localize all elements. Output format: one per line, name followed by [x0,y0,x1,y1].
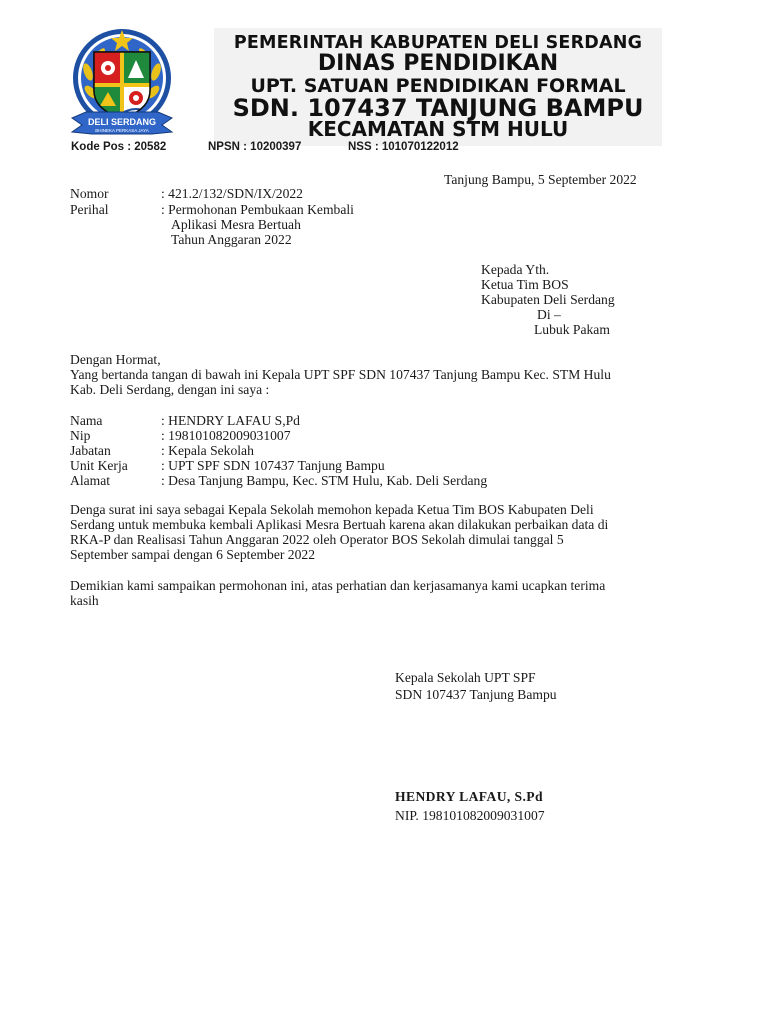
signatory-name: HENDRY LAFAU, S.Pd [395,789,543,804]
letterhead-line-agency: DINAS PENDIDIKAN [317,51,559,76]
request-line: September sampai dengan 6 September 2022 [70,547,315,562]
identity-label: Nama [70,413,103,428]
letterhead-line-government: PEMERINTAH KABUPATEN DELI SERDANG [233,33,643,53]
logo-ribbon-text: DELI SERDANG [87,117,157,127]
perihal-line: : Permohonan Pembukaan Kembali [161,202,354,217]
recipient-line: Ketua Tim BOS [481,277,569,292]
identity-label: Unit Kerja [70,458,128,473]
recipient-line: Kepada Yth. [481,262,550,277]
regency-logo [62,22,182,140]
letter-date: Tanjung Bampu, 5 September 2022 [444,172,637,187]
identity-value: : UPT SPF SDN 107437 Tanjung Bampu [161,458,385,473]
closing-line: Demikian kami sampaikan permohonan ini, atas perhatian dan kerjasamanya kami ucapkan terima [70,578,606,593]
greeting: Dengan Hormat, [70,352,161,367]
signatory-title: Kepala Sekolah UPT SPF [395,670,536,685]
request-line: Serdang untuk membuka kembali Aplikasi Mesra Bertuah karena akan dilakukan perbaikan data di [70,517,609,532]
identity-value: : HENDRY LAFAU S,Pd [161,413,300,428]
signatory-title: SDN 107437 Tanjung Bampu [395,687,557,702]
identity-label: Jabatan [70,443,111,458]
identity-value: : Desa Tanjung Bampu, Kec. STM Hulu, Kab. Deli Serdang [161,473,488,488]
perihal-label: Perihal [70,202,109,217]
identity-value: : Kepala Sekolah [161,443,254,458]
recipient-line: Di – [537,307,561,322]
intro-line: Yang bertanda tangan di bawah ini Kepala UPT SPF SDN 107437 Tanjung Bampu Kec. STM Hulu [70,367,611,382]
letterhead-line-unit: UPT. SATUAN PENDIDIKAN FORMAL [250,75,626,97]
nomor-value: : 421.2/132/SDN/IX/2022 [161,186,303,201]
postal-code: Kode Pos : 20582 [71,141,167,153]
recipient-line: Lubuk Pakam [534,322,610,337]
identity-label: Alamat [70,473,111,488]
nomor-label: Nomor [70,186,109,201]
npsn-code: NPSN : 10200397 [208,141,302,153]
identity-value: : 198101082009031007 [161,428,291,443]
closing-line: kasih [70,593,99,608]
letterhead-line-school: SDN. 107437 TANJUNG BAMPU [232,94,644,122]
logo-motto-text: BHINEKA PERKASA JAYA [95,128,149,133]
request-line: RKA-P dan Realisasi Tahun Anggaran 2022 oleh Operator BOS Sekolah dimulai tanggal 5 [70,532,564,547]
recipient-line: Kabupaten Deli Serdang [481,292,615,307]
nss-code: NSS : 101070122012 [348,141,459,153]
deli-serdang-emblem-icon [62,22,182,140]
intro-line: Kab. Deli Serdang, dengan ini saya : [70,382,270,397]
perihal-line: Tahun Anggaran 2022 [171,232,292,247]
letterhead-line-district: KECAMATAN STM HULU [307,117,569,141]
request-line: Denga surat ini saya sebagai Kepala Sekolah memohon kepada Ketua Tim BOS Kabupaten Deli [70,502,594,517]
identity-label: Nip [70,428,91,443]
perihal-line: Aplikasi Mesra Bertuah [171,217,301,232]
signatory-nip: NIP. 198101082009031007 [395,808,545,823]
